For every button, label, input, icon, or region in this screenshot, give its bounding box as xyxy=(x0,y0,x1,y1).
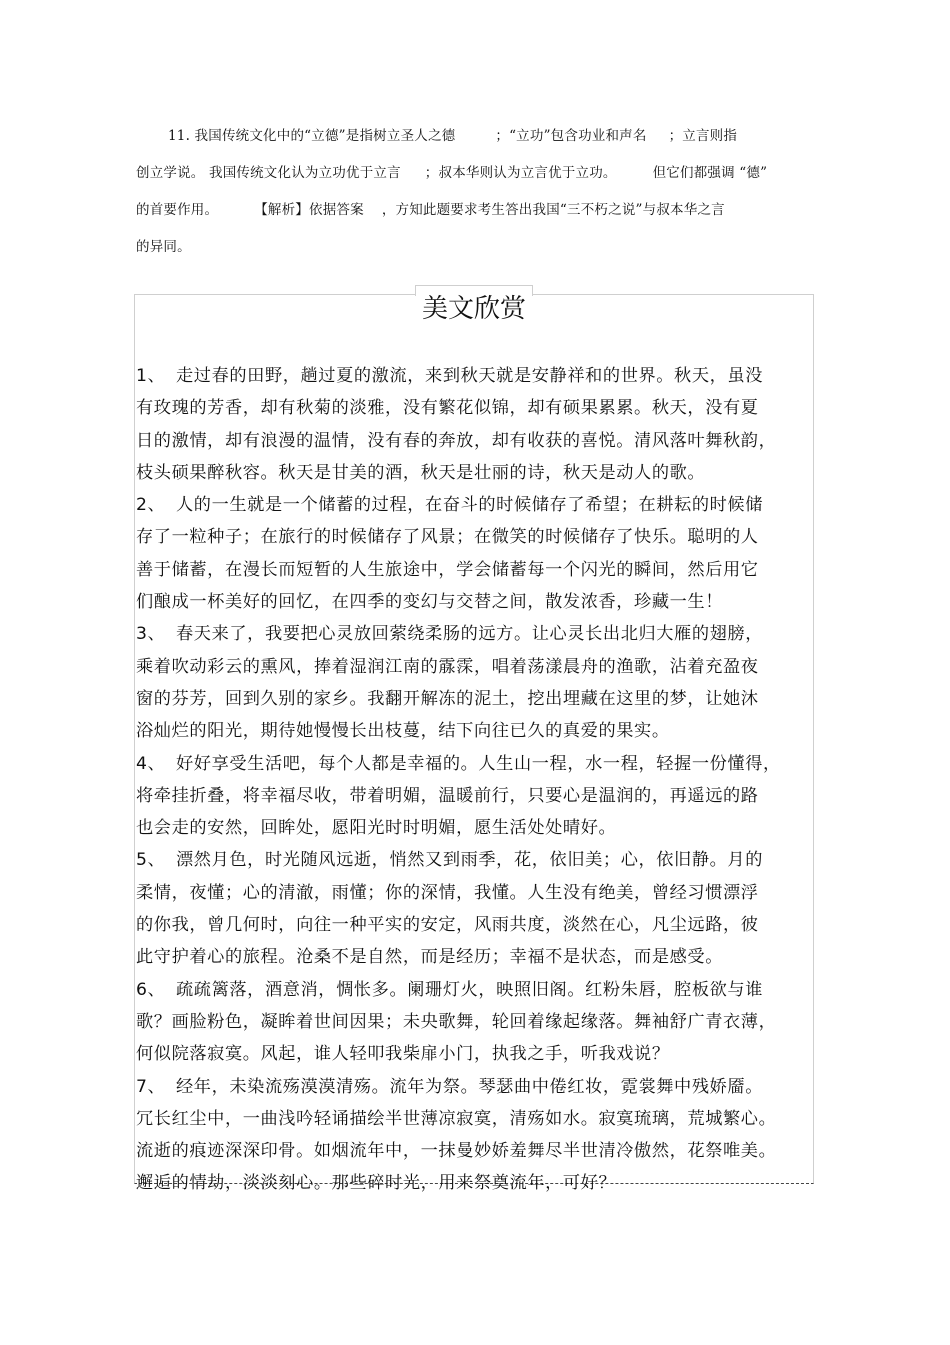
essay-line-text: 歌？画脸粉色，凝眸着世间因果；未央歌舞，轮回着缘起缘落。舞袖舒广青衣薄， xyxy=(136,1011,777,1032)
essay-line xyxy=(136,715,816,747)
essay-line-text: 走过春的田野，趟过夏的激流，来到秋天就是安静祥和的世界。秋天，虽没 xyxy=(176,366,763,386)
essay-line-text: 漂然月色，时光随风远逝，悄然又到雨季，花，依旧美；心，依旧静。月的 xyxy=(176,850,763,871)
paragraph-number: 4、 xyxy=(136,753,166,774)
essay-line xyxy=(136,1038,816,1070)
essay-line xyxy=(136,651,816,683)
essay-paragraph xyxy=(136,618,816,747)
essay-line xyxy=(136,1071,816,1103)
essay-paragraph xyxy=(136,1071,816,1200)
essay-line-text: 流逝的痕迹深深印骨。如烟流年中，一抹曼妙娇羞舞尽半世清冷傲然，花祭唯美。 xyxy=(136,1141,777,1162)
answer-line-3 xyxy=(136,192,816,229)
essay-line-text: 乘着吹动彩云的熏风，捧着湿润江南的霡霂，唱着荡漾晨舟的渔歌，沾着充盈夜 xyxy=(136,656,759,677)
essay-line-text: 邂逅的情劫，淡淡刻心。那些碎时光，用来祭奠流年，可好？ xyxy=(136,1173,617,1194)
essay-line xyxy=(136,521,816,553)
essay-line xyxy=(136,586,816,618)
essay-line-text: 春天来了，我要把心灵放回萦绕柔肠的远方。让心灵长出北归大雁的翅膀， xyxy=(176,624,763,645)
answer-line-4 xyxy=(136,229,816,266)
essay-line xyxy=(136,425,816,457)
essay-line xyxy=(136,489,816,521)
paragraph-number: 3、 xyxy=(136,624,166,645)
essay-line-text: 此守护着心的旅程。沧桑不是自然，而是经历；幸福不是状态，而是感受。 xyxy=(136,947,723,968)
essay-paragraph xyxy=(136,844,816,973)
essay-line xyxy=(136,748,816,780)
essay-line-text: 们酿成一杯美好的回忆，在四季的变幻与交替之间，散发浓香，珍藏一生！ xyxy=(136,592,723,613)
answer-text: 的首要作用。 xyxy=(136,202,219,218)
essay-line xyxy=(136,392,816,424)
essay-line-text: 经年，未染流殇漠漠清殇。流年为祭。琴瑟曲中倦红妆，霓裳舞中残娇靥。 xyxy=(176,1076,763,1097)
essay-line-text: 何似院落寂寞。风起，谁人轻叩我柴扉小门，执我之手，听我戏说？ xyxy=(136,1044,670,1065)
essay-line-text: 疏疏篱落，酒意消，惆怅多。阑珊灯火，映照旧阁。红粉朱唇，腔板欲与谁 xyxy=(176,979,763,1000)
essay-line xyxy=(136,941,816,973)
essay-line xyxy=(136,909,816,941)
box-title: 美文欣赏 xyxy=(421,294,526,324)
essay-line xyxy=(136,844,816,876)
paragraph-number: 1、 xyxy=(136,366,166,386)
essay-line-text: 的你我，曾几何时，向往一种平实的安定，风雨共度，淡然在心，凡尘远路，彼 xyxy=(136,915,759,936)
essay-line-text: 日的激情，却有浪漫的温情，没有春的奔放，却有收获的喜悦。清风落叶舞秋韵， xyxy=(136,430,777,451)
essay-line-text: 冗长红尘中，一曲浅吟轻诵描绘半世薄凉寂寞，清殇如水。寂寞琉璃，荒城繁心。 xyxy=(136,1108,777,1129)
essay-line xyxy=(136,1006,816,1038)
essay-line xyxy=(136,780,816,812)
essay-content xyxy=(136,360,816,1200)
answer-text: 但它们都强调 “德” xyxy=(652,165,768,181)
essay-line-text: 窗的芬芳，回到久别的家乡。我翻开解冻的泥土，挖出埋藏在这里的梦，让她沐 xyxy=(136,688,759,709)
essay-line xyxy=(136,974,816,1006)
answer-text: ；“立功”包含功业和声名 xyxy=(495,128,647,144)
essay-line-text: 人的一生就是一个储蓄的过程，在奋斗的时候储存了希望；在耕耘的时候储 xyxy=(176,495,763,516)
essay-paragraph xyxy=(136,489,816,618)
essay-line xyxy=(136,683,816,715)
answer-explanation xyxy=(136,118,816,266)
essay-line xyxy=(136,360,816,392)
answer-line-2 xyxy=(136,155,816,192)
essay-line xyxy=(136,1135,816,1167)
answer-text: 的异同。 xyxy=(136,239,191,255)
paragraph-number: 2、 xyxy=(136,495,166,516)
essay-line-text: 浴灿烂的阳光，期待她慢慢长出枝蔓，结下向往已久的真爱的果实。 xyxy=(136,721,670,742)
answer-text: ；叔本华则认为立言优于立功。 xyxy=(424,165,617,181)
essay-line-text: 存了一粒种子；在旅行的时候储存了风景；在微笑的时候储存了快乐。聪明的人 xyxy=(136,527,759,548)
essay-line-text: 枝头硕果醉秋容。秋天是甘美的酒，秋天是壮丽的诗，秋天是动人的歌。 xyxy=(136,462,706,483)
essay-paragraph xyxy=(136,748,816,845)
essay-line xyxy=(136,812,816,844)
essay-paragraph xyxy=(136,360,816,489)
answer-text: ，方知此题要求考生答出我国“三不朽之说”与叔本华之言 xyxy=(381,202,725,218)
essay-line xyxy=(136,1103,816,1135)
answer-text: ；立言则指 xyxy=(668,128,738,144)
essay-line xyxy=(136,1167,816,1199)
paragraph-number: 6、 xyxy=(136,979,166,1000)
paragraph-number: 5、 xyxy=(136,850,166,871)
essay-line-text: 柔情，夜懂；心的清澈，雨懂；你的深情，我懂。人生没有绝美，曾经习惯漂浮 xyxy=(136,882,759,903)
essay-line-text: 有玫瑰的芳香，却有秋菊的淡雅，没有繁花似锦，却有硕果累累。秋天，没有夏 xyxy=(136,398,759,419)
answer-text: 11. 我国传统文化中的“立德”是指树立圣人之德 xyxy=(168,128,456,144)
answer-line-1 xyxy=(136,118,816,155)
essay-line xyxy=(136,877,816,909)
essay-line-text: 好好享受生活吧，每个人都是幸福的。人生山一程，水一程，轻握一份懂得， xyxy=(176,753,781,774)
paragraph-number: 7、 xyxy=(136,1076,166,1097)
essay-line-text: 将牵挂折叠，将幸福尽收，带着明媚，温暖前行，只要心是温润的，再遥远的路 xyxy=(136,785,759,806)
essay-line-text: 也会走的安然，回眸处，愿阳光时时明媚，愿生活处处晴好。 xyxy=(136,818,617,839)
answer-text: 【解析】依据答案 xyxy=(254,202,364,218)
essay-line xyxy=(136,618,816,650)
essay-line xyxy=(136,457,816,489)
essay-paragraph xyxy=(136,974,816,1071)
answer-text: 创立学说。 我国传统文化认为立功优于立言 xyxy=(136,165,401,181)
essay-line-text: 善于储蓄，在漫长而短暂的人生旅途中，学会储蓄每一个闪光的瞬间，然后用它 xyxy=(136,559,759,580)
essay-line xyxy=(136,554,816,586)
